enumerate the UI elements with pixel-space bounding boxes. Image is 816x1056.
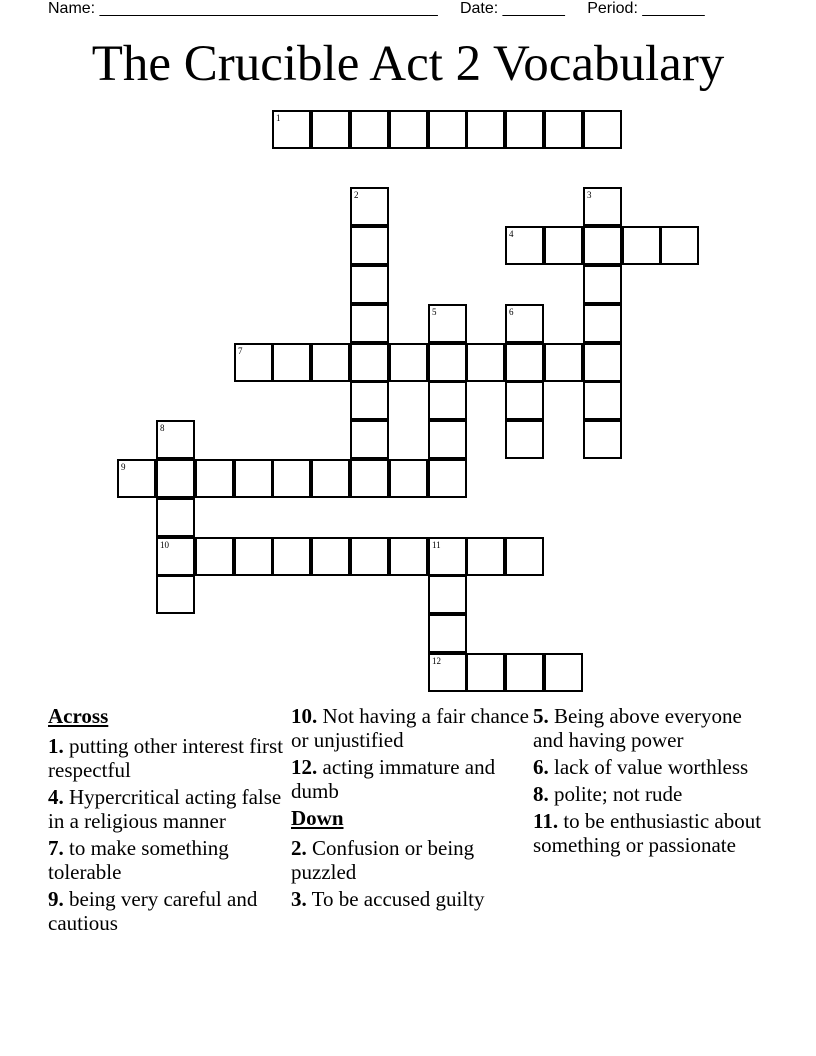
crossword-cell[interactable] [272, 537, 311, 576]
clue-down-8 [533, 782, 771, 806]
crossword-cell[interactable] [505, 381, 544, 420]
crossword-cell[interactable] [505, 653, 544, 692]
period-blank[interactable]: _______ [642, 0, 705, 17]
clue-text: Being above everyone and having power [533, 704, 742, 752]
crossword-cell[interactable] [428, 653, 467, 692]
crossword-cell[interactable] [428, 614, 467, 653]
clue-number: 12. [291, 755, 318, 779]
crossword-cell[interactable] [544, 226, 583, 265]
cell-number: 8 [160, 423, 165, 433]
crossword-cell[interactable] [272, 459, 311, 498]
name-label: Name: [48, 0, 96, 17]
clue-text: being very careful and cautious [48, 887, 258, 935]
clue-text: Not having a fair chance or unjustified [291, 704, 529, 752]
crossword-cell[interactable] [350, 226, 389, 265]
clue-text: putting other interest first respectful [48, 734, 284, 782]
clue-down-11 [533, 809, 771, 857]
crossword-cell[interactable] [583, 343, 622, 382]
clue-number: 6. [533, 755, 549, 779]
clue-text: Confusion or being puzzled [291, 836, 475, 884]
cell-number: 3 [587, 190, 592, 200]
clue-number: 4. [48, 785, 64, 809]
clue-column-1 [48, 704, 286, 938]
crossword-cell[interactable] [466, 537, 505, 576]
crossword-cell[interactable] [156, 420, 195, 459]
clue-down-5 [533, 704, 771, 752]
clue-text: acting immature and dumb [291, 755, 496, 803]
crossword-cell[interactable] [505, 343, 544, 382]
crossword-cell[interactable] [583, 110, 622, 149]
clue-across-12 [291, 755, 529, 803]
crossword-cell[interactable] [195, 459, 234, 498]
crossword-cell[interactable] [350, 459, 389, 498]
clue-across-7 [48, 836, 286, 884]
crossword-cell[interactable] [156, 459, 195, 498]
clue-text: to make something tolerable [48, 836, 229, 884]
crossword-cell[interactable] [272, 110, 311, 149]
crossword-cell[interactable] [389, 110, 428, 149]
crossword-cell[interactable] [428, 343, 467, 382]
crossword-cell[interactable] [311, 537, 350, 576]
clue-down-3 [291, 887, 529, 911]
clue-number: 11. [533, 809, 559, 833]
clue-down-6 [533, 755, 771, 779]
crossword-cell[interactable] [583, 304, 622, 343]
crossword-cell[interactable] [234, 343, 273, 382]
crossword-cell[interactable] [195, 537, 234, 576]
crossword-cell[interactable] [583, 420, 622, 459]
crossword-cell[interactable] [505, 226, 544, 265]
crossword-cell[interactable] [389, 537, 428, 576]
crossword-cell[interactable] [505, 537, 544, 576]
clue-number: 2. [291, 836, 307, 860]
crossword-cell[interactable] [466, 110, 505, 149]
cell-number: 1 [276, 113, 281, 123]
period-label: Period: [587, 0, 638, 17]
clue-across-1 [48, 734, 286, 782]
crossword-cell[interactable] [234, 459, 273, 498]
crossword-cell[interactable] [466, 653, 505, 692]
clue-across-10 [291, 704, 529, 752]
crossword-cell[interactable] [505, 420, 544, 459]
crossword-cell[interactable] [428, 381, 467, 420]
crossword-cell[interactable] [350, 265, 389, 304]
cell-number: 4 [509, 229, 514, 239]
crossword-cell[interactable] [311, 343, 350, 382]
crossword-cell[interactable] [544, 110, 583, 149]
crossword-cell[interactable] [350, 304, 389, 343]
clue-column-2 [291, 704, 529, 914]
clue-number: 8. [533, 782, 549, 806]
crossword-cell[interactable] [428, 537, 467, 576]
crossword-cell[interactable] [311, 459, 350, 498]
crossword-cell[interactable] [156, 498, 195, 537]
crossword-cell[interactable] [583, 226, 622, 265]
crossword-cell[interactable] [350, 343, 389, 382]
crossword-cell[interactable] [544, 343, 583, 382]
crossword-cell[interactable] [117, 459, 156, 498]
clue-text: to be enthusiastic about something or passionate [533, 809, 762, 857]
crossword-cell[interactable] [466, 343, 505, 382]
crossword-cell[interactable] [389, 343, 428, 382]
clue-text: lack of value worthless [554, 755, 749, 779]
across-heading: Across [48, 704, 109, 728]
crossword-cell[interactable] [428, 575, 467, 614]
clue-across-4 [48, 785, 286, 833]
clue-text: polite; not rude [554, 782, 683, 806]
cell-number: 10 [160, 540, 169, 550]
crossword-cell[interactable] [428, 304, 467, 343]
crossword-cell[interactable] [350, 381, 389, 420]
clue-column-3 [533, 704, 771, 860]
crossword-cell[interactable] [272, 343, 311, 382]
clue-number: 9. [48, 887, 64, 911]
down-heading: Down [291, 806, 344, 830]
clue-number: 3. [291, 887, 307, 911]
clue-number: 7. [48, 836, 64, 860]
crossword-cell[interactable] [156, 537, 195, 576]
crossword-cell[interactable] [428, 420, 467, 459]
clue-text: Hypercritical acting false in a religious manner [48, 785, 282, 833]
crossword-cell[interactable] [311, 110, 350, 149]
cell-number: 2 [354, 190, 359, 200]
clue-number: 1. [48, 734, 64, 758]
crossword-cell[interactable] [234, 537, 273, 576]
crossword-cell[interactable] [583, 187, 622, 226]
date-label: Date: [459, 0, 499, 17]
crossword-cell[interactable] [583, 381, 622, 420]
crossword-cell[interactable] [350, 537, 389, 576]
clue-number: 10. [291, 704, 318, 728]
crossword-cell[interactable] [583, 265, 622, 304]
crossword-cell[interactable] [428, 110, 467, 149]
clue-across-9 [48, 887, 286, 935]
crossword-cell[interactable] [350, 420, 389, 459]
cell-number: 12 [432, 656, 441, 666]
cell-number: 9 [121, 462, 126, 472]
name-blank[interactable]: ______________________________________ [99, 0, 438, 17]
cell-number: 11 [432, 540, 441, 550]
cell-number: 7 [238, 346, 243, 356]
crossword-cell[interactable] [428, 459, 467, 498]
clue-text: To be accused guilty [311, 887, 485, 911]
cell-number: 5 [432, 307, 437, 317]
crossword-cell[interactable] [156, 575, 195, 614]
cell-number: 6 [509, 307, 514, 317]
crossword-cell[interactable] [389, 459, 428, 498]
crossword-cell[interactable] [622, 226, 661, 265]
crossword-cell[interactable] [544, 653, 583, 692]
clue-number: 5. [533, 704, 549, 728]
page-title: The Crucible Act 2 Vocabulary [91, 36, 725, 92]
date-blank[interactable]: _______ [502, 0, 565, 17]
crossword-cell[interactable] [660, 226, 699, 265]
crossword-cell[interactable] [505, 110, 544, 149]
crossword-cell[interactable] [350, 187, 389, 226]
clue-down-2 [291, 836, 529, 884]
crossword-cell[interactable] [505, 304, 544, 343]
crossword-cell[interactable] [350, 110, 389, 149]
